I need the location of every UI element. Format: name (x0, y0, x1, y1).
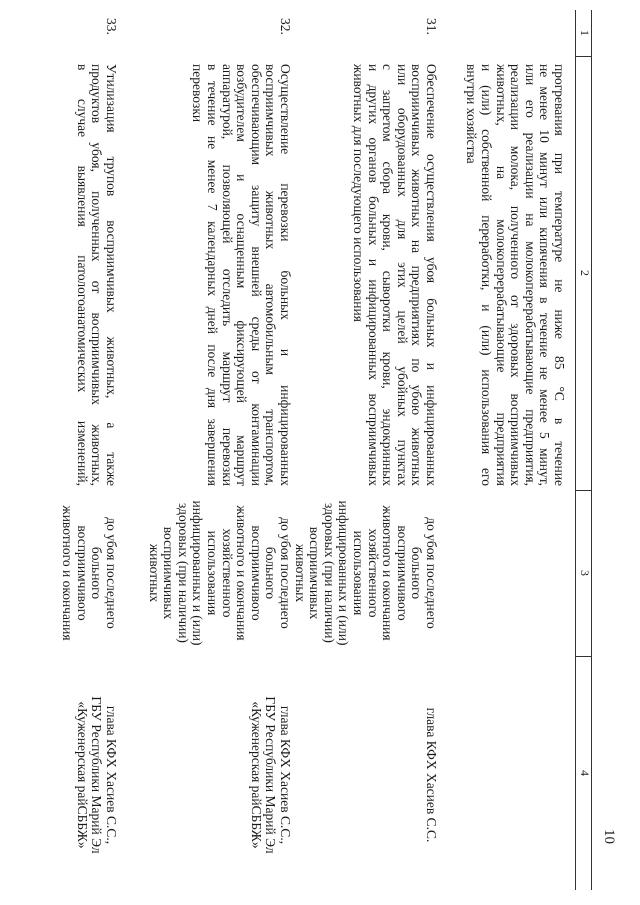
header-bottom-border (575, 10, 576, 890)
row-33-condition: до убоя последнего больного восприимчивого животного и окончания (60, 505, 119, 641)
row-32-responsible: глава КФХ Хасиев С.С., ГБУ Республики Марий Эл «Куженерская райСББЖ» (248, 696, 293, 854)
rotated-table (32, 10, 592, 890)
column-header-4: 4 (578, 770, 592, 776)
table-row-continuation-description: прогревания при температуре не ниже 85 °С в течение не менее 10 минут или кипячения в течение не менее 5 минут, или его реализации на молокоперерабатывающие предприятия, реализации молока, полученного от здоровых восприимчивых животных, на молокоперерабатывающие предприятия и (или) собственной переработки, и (или) использования его внутри хозяйства (464, 64, 567, 486)
row-33-description: Утилизация трупов восприимчивых животных, а также продуктов убоя, полученных от восприимчивых животных, в случае выявления патологоанатомических изменений, (74, 64, 119, 486)
row-32-condition: до убоя последнего больного восприимчивого животного и окончания хозяйственного использования инфицированных и (или) здоровых (при наличии) восприимчивых животных (146, 500, 293, 646)
page-number: 10 (601, 829, 617, 844)
row-32-description: Осуществление перевозки больных и инфицированных восприимчивых животных автомобильным транспортом, обеспечивающим защиту внешней среды от контаминации возбудителем и оснащенным фиксирующей маршрут аппаратурой, позволяющей отследить маршрут перевозки в течение не менее 7 календарных дней после дня завершения перевозки (190, 64, 293, 486)
column-header-2: 2 (578, 270, 592, 276)
row-number-33: 33. (104, 18, 119, 35)
row-31-responsible: глава КФХ Хасиев С.С. (424, 707, 439, 843)
row-number-31: 31. (424, 18, 439, 35)
column-header-1: 1 (578, 30, 592, 36)
row-33-responsible: глава КФХ Хасиев С.С., ГБУ Республики Марий Эл «Куженерская райСББЖ» (74, 696, 119, 854)
row-31-description: Обеспечение осуществления убоя больных и инфицированных восприимчивых животных на предприятиях по убою животных или оборудованных для этих целей убойных пунктах с запретом сбора крови, сыворотки крови, эндокринных и других органов больных и инфицированных восприимчивых животных для последующего использования (351, 64, 439, 486)
row-31-condition: до убоя последнего больного восприимчивого животного и окончания хозяйственного использования инфицированных и (или) здоровых (при наличии) восприимчивых животных (292, 500, 439, 646)
row-number-32: 32. (278, 18, 293, 35)
column-header-3: 3 (578, 570, 592, 576)
